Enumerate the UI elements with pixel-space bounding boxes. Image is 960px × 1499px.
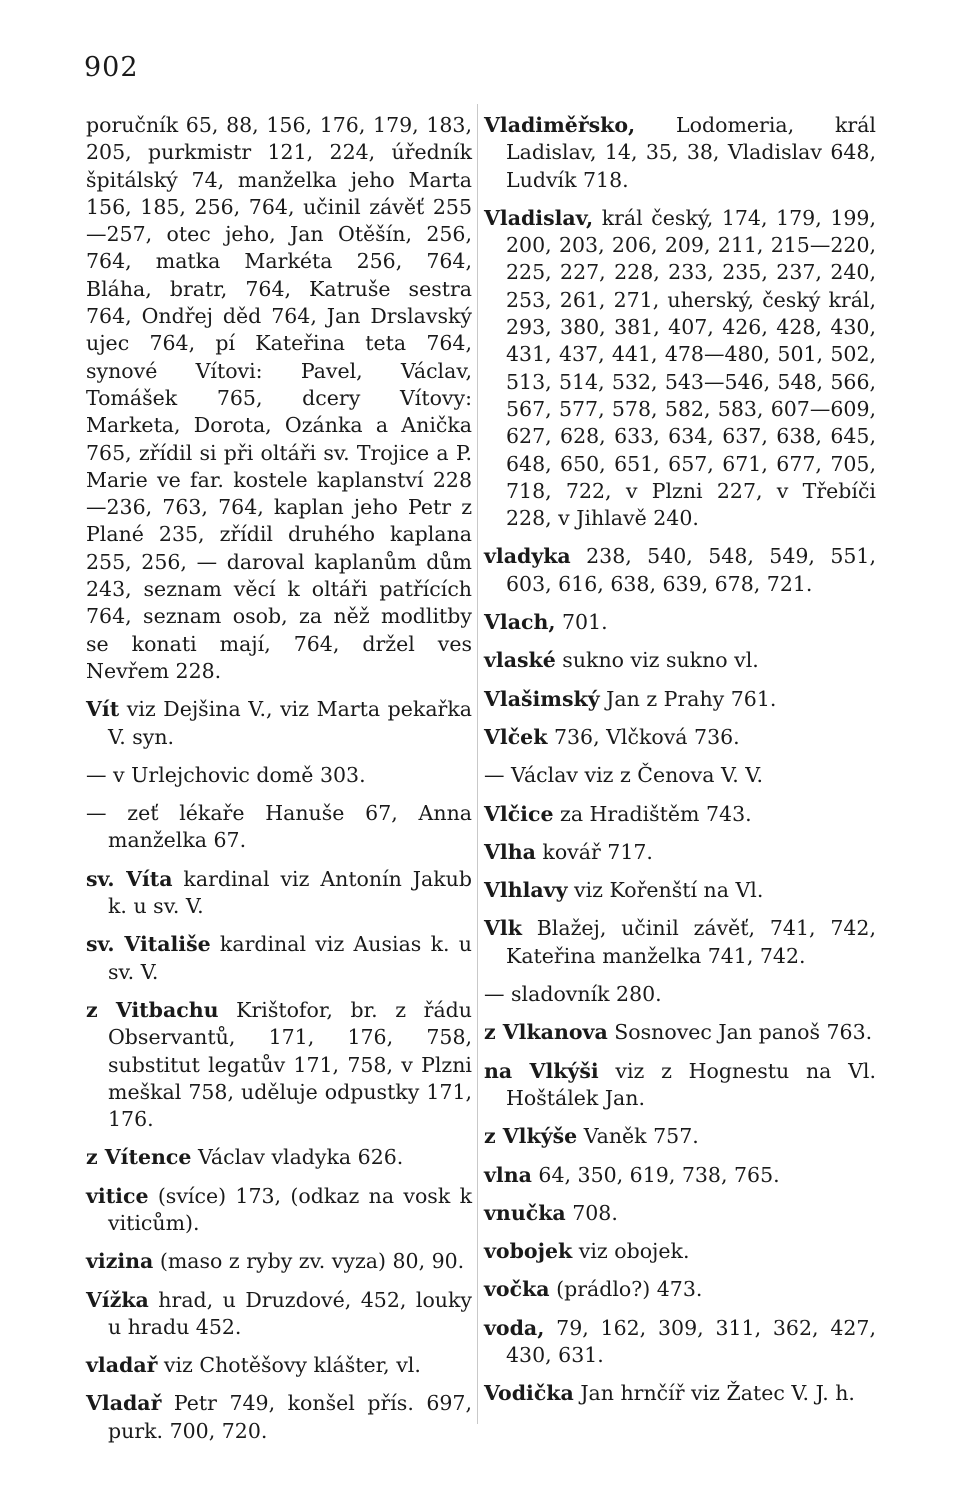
index-entry — [484, 1315, 876, 1370]
index-entry — [86, 112, 472, 685]
entry-text: viz obojek. — [572, 1239, 690, 1264]
entry-head: voda, — [484, 1315, 545, 1340]
entry-head: sv. Víta — [86, 866, 173, 891]
index-entry — [86, 866, 472, 921]
entry-head: vlna — [484, 1162, 532, 1187]
entry-head: Vížka — [86, 1287, 149, 1312]
entry-text: Lodomeria, král Ladislav, 14, 35, 38, Vladislav 648, Ludvík 718. — [506, 113, 876, 192]
index-entry — [484, 543, 876, 598]
entry-head: vizina — [86, 1249, 154, 1274]
entry-text: Jan z Prahy 761. — [599, 686, 777, 711]
entry-text: Václav vladyka 626. — [191, 1145, 404, 1170]
index-entry — [86, 1390, 472, 1445]
index-entry — [484, 839, 876, 866]
entry-text: Václav viz z Čenova V. V. — [504, 763, 763, 788]
index-entry — [86, 1287, 472, 1342]
page-number: 902 — [84, 52, 139, 83]
entry-head: Vodička — [484, 1381, 574, 1406]
entry-head: Vlha — [484, 839, 536, 864]
entry-text: hrad, u Druzdové, 452, louky u hradu 452. — [108, 1287, 472, 1339]
entry-text: kovář 717. — [535, 839, 653, 864]
entry-dash: — — [86, 762, 107, 787]
entry-text: viz Kořenští na Vl. — [567, 878, 764, 903]
entry-head: vnučka — [484, 1200, 566, 1225]
entry-text: 238, 540, 548, 549, 551, 603, 616, 638, 639, 678, 721. — [506, 544, 876, 596]
entry-dash: — — [86, 801, 107, 826]
left-column — [86, 112, 472, 1456]
entry-head: Vlčice — [484, 801, 554, 826]
entry-text: viz Chotěšovy klášter, vl. — [157, 1353, 421, 1378]
entry-head: vladař — [86, 1353, 158, 1378]
entry-head: z Vlkanova — [484, 1020, 608, 1045]
index-entry — [86, 800, 472, 855]
entry-text: zeť lékaře Hanuše 67, Anna manželka 67. — [106, 801, 472, 853]
entry-head: Vlček — [484, 724, 548, 749]
entry-text: Blažej, učinil závěť, 741, 742, Kateřina manželka 741, 742. — [506, 916, 876, 968]
entry-text: král český, 174, 179, 199, 200, 203, 206, 209, 211, 215—220, 225, 227, 228, 233, 235, 237, 240, 253, 261, 271, uherský, český král, 293, 380, 381, 407, 426, 428, 430, 431, 437, 441, 478—480, 501, 502, 513, 514, 532, 543—546, 548, 566, 567, 577, 578, 582, 583, 607—609, 627, 628, 633, 634, 637, 638, 645, 648, 650, 651, 657, 671, 677, 705, 718, 722, v Plzni 227, v Třebíči 228, v Jihlavě 240. — [506, 205, 876, 531]
entry-text: Vaněk 757. — [577, 1124, 699, 1149]
index-entry — [86, 1183, 472, 1238]
index-entry — [484, 981, 876, 1008]
index-entry — [86, 696, 472, 751]
index-entry — [484, 1058, 876, 1113]
entry-text: 708. — [565, 1200, 618, 1225]
index-entry — [484, 1238, 876, 1265]
entry-head: z Vitbachu — [86, 997, 219, 1022]
index-entry — [484, 1162, 876, 1189]
entry-head: z Vítence — [86, 1145, 192, 1170]
entry-head: vladyka — [484, 544, 571, 569]
index-entry — [484, 1380, 876, 1407]
index-entry — [484, 762, 876, 789]
entry-head: na Vlkýši — [484, 1058, 599, 1083]
entry-text: viz Dejšina V., viz Marta pekařka V. syn. — [108, 697, 472, 749]
entry-text: sukno viz sukno vl. — [555, 648, 759, 673]
entry-text: kardinal viz Ausias k. u sv. V. — [108, 932, 473, 984]
index-entry — [484, 1200, 876, 1227]
entry-text: Krištofor, br. z řádu Observantů, 171, 176, 758, substitut legatův 171, 758, v Plzni meškal 758, uděluje odpustky 171, 176. — [108, 997, 472, 1132]
index-entry — [484, 609, 876, 636]
entry-text: 701. — [555, 610, 608, 635]
index-entry — [86, 1144, 472, 1171]
entry-text: sladovník 280. — [504, 982, 662, 1007]
entry-text: poručník 65, 88, 156, 176, 179, 183, 205, purkmistr 121, 224, úředník špitálský 74, manželka jeho Marta 156, 185, 256, 764, učinil závěť 255—257, otec jeho, Jan Otěšín, 256, 764, matka Markéta 256, 764, Bláha, bratr, 764, Katruše sestra 764, Ondřej děd 764, Jan Drslavský ujec 764, pí Kateřina teta 764, synové Vítovi: Pavel, Václav, Tomášek 765, dcery Vítovy: Marketa, Dorota, Ozánka a Anička 765, zřídil si při oltáři sv. Trojice a P. Marie ve far. kostele kaplanství 228—236, 763, 764, kaplan jeho Petr z Plané 235, zřídil druhého kaplana 255, 256, — daroval kaplanům dům 243, seznam věcí k oltáři patřících 764, seznam osob, za něž modlitby se konati mají, 764, držel ves Nevřem 228. — [86, 113, 472, 683]
index-entry — [86, 762, 472, 789]
entry-head: vlaské — [484, 648, 556, 673]
entry-head: vobojek — [484, 1239, 573, 1264]
index-entry — [484, 915, 876, 970]
entry-text: Petr 749, konšel přís. 697, purk. 700, 720. — [108, 1391, 472, 1443]
index-entry — [484, 1019, 876, 1046]
index-entry — [86, 997, 472, 1133]
entry-dash: — — [484, 982, 505, 1007]
entry-text: Jan hrnčíř viz Žatec V. J. h. — [573, 1381, 855, 1406]
entry-text: 64, 350, 619, 738, 765. — [531, 1162, 780, 1187]
right-column — [484, 112, 876, 1419]
index-entry — [484, 877, 876, 904]
entry-text: Sosnovec Jan panoš 763. — [607, 1020, 873, 1045]
entry-dash: — — [484, 763, 505, 788]
entry-head: z Vlkýše — [484, 1124, 578, 1149]
entry-head: Vladař — [86, 1391, 162, 1416]
entry-text: kardinal viz Antonín Jakub k. u sv. V. — [108, 866, 472, 919]
entry-head: Vladiměřsko, — [484, 113, 636, 137]
entry-text: 79, 162, 309, 311, 362, 427, 430, 631. — [506, 1315, 876, 1367]
index-entry — [484, 647, 876, 674]
entry-head: Vlašimský — [484, 686, 600, 711]
entry-head: vočka — [484, 1277, 550, 1302]
entry-head: vitice — [86, 1183, 149, 1208]
entry-text: viz z Hognestu na Vl. Hoštálek Jan. — [506, 1058, 877, 1110]
index-entry — [86, 931, 472, 986]
index-entry — [484, 1276, 876, 1303]
index-entry — [484, 686, 876, 713]
index-entry — [484, 1123, 876, 1150]
index-entry — [484, 205, 876, 533]
entry-head: Vlk — [484, 916, 522, 941]
index-entry — [484, 724, 876, 751]
entry-head: Vít — [86, 697, 120, 722]
entry-head: sv. Vitališe — [86, 932, 211, 957]
entry-head: Vlach, — [484, 610, 556, 635]
entry-head: Vlhlavy — [484, 878, 568, 903]
entry-head: Vladislav, — [484, 205, 594, 230]
index-entry — [484, 112, 876, 194]
entry-text: v Urlejchovic domě 303. — [106, 762, 366, 787]
entry-text: za Hradištěm 743. — [553, 801, 752, 826]
entry-text: (prádlo?) 473. — [549, 1277, 703, 1302]
entry-text: 736, Vlčková 736. — [547, 724, 740, 749]
index-entry — [86, 1352, 472, 1379]
index-entry — [86, 1248, 472, 1275]
index-entry — [484, 801, 876, 828]
column-divider — [477, 104, 478, 1424]
entry-text: (svíce) 173, (odkaz na vosk k viticům). — [108, 1183, 472, 1235]
entry-text: (maso z ryby zv. vyza) 80, 90. — [153, 1249, 465, 1274]
